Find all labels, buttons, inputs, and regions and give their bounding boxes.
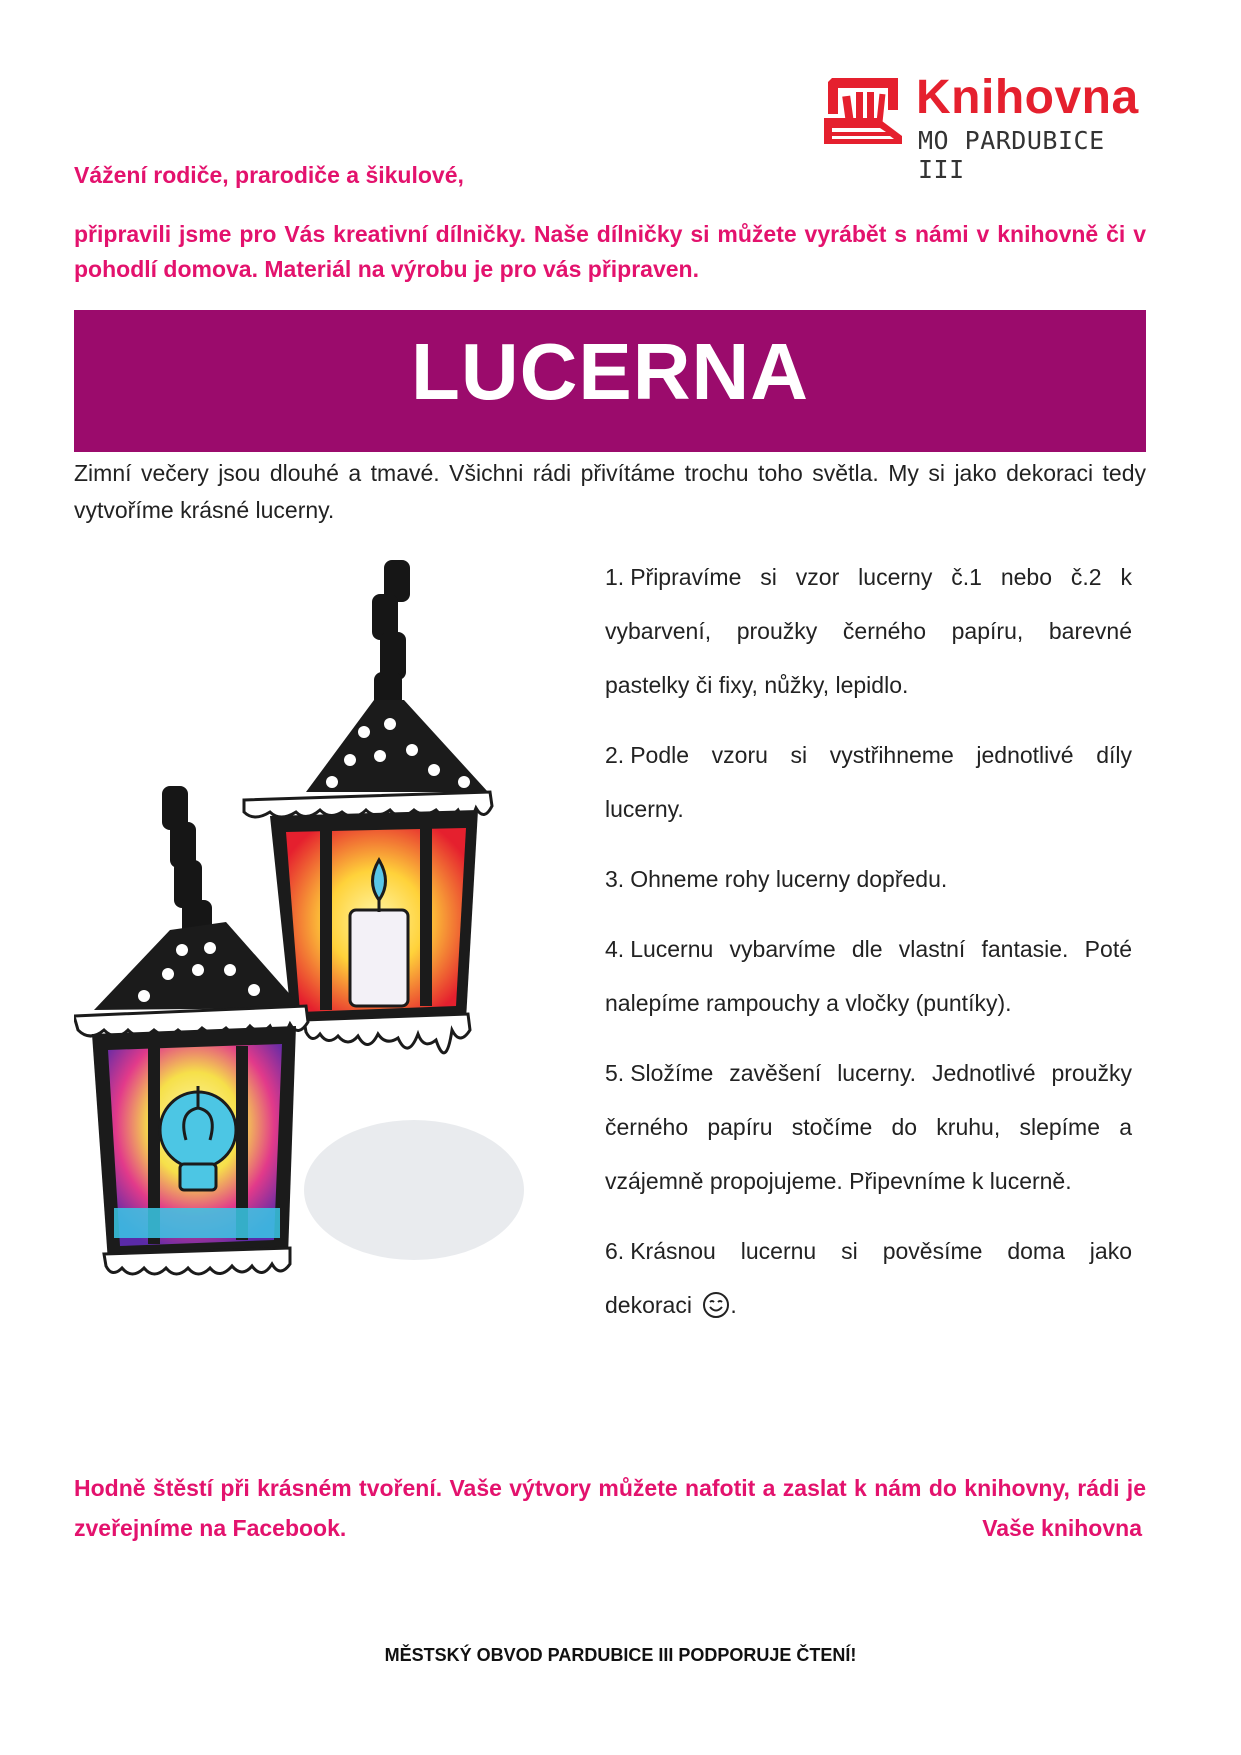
smiley-icon <box>702 1291 730 1319</box>
closing-text: Hodně štěstí při krásném tvoření. Vaše výtvory můžete nafotit a zaslat k nám do knihovny, rádi je zveřejníme na Facebook. <box>74 1475 1146 1541</box>
paper-lanterns-illustration <box>74 560 574 1370</box>
step-4: 4. Lucernu vybarvíme dle vlastní fantasie. Poté nalepíme rampouchy a vločky (puntíky). <box>605 936 1132 1016</box>
description-paragraph: Zimní večery jsou dlouhé a tmavé. Všichni rádi přivítáme trochu toho světla. My si jako dekoraci tedy vytvoříme krásné lucerny. <box>74 460 1146 523</box>
page-title: LUCERNA <box>410 327 810 416</box>
step-3: 3. Ohneme rohy lucerny dopředu. <box>605 866 948 892</box>
greeting: Vážení rodiče, prarodiče a šikulové, <box>74 162 464 188</box>
step-1: 1. Připravíme si vzor lucerny č.1 nebo č.2 k vybarvení, proužky černého papíru, barevné pastelky či fixy, nůžky, lepidlo. <box>605 564 1132 698</box>
library-logo <box>822 71 1139 184</box>
logo-subtitle: MO PARDUBICE III <box>918 126 1105 184</box>
step-6: 6. Krásnou lucernu si pověsíme doma jako dekoraci . <box>605 1238 1132 1318</box>
step-2: 2. Podle vzoru si vystřihneme jednotlivé díly lucerny. <box>605 742 1132 822</box>
logo-name: Knihovna <box>916 71 1139 124</box>
step-5: 5. Složíme zavěšení lucerny. Jednotlivé proužky černého papíru stočíme do kruhu, slepíme a vzájemně propojujeme. Připevníme k lucerně. <box>605 1060 1132 1194</box>
signature: Vaše knihovna <box>982 1515 1142 1541</box>
title-banner <box>74 310 1146 452</box>
footer-slogan: MĚSTSKÝ OBVOD PARDUBICE III PODPORUJE ČTENÍ! <box>384 1645 857 1665</box>
library-books-icon <box>822 74 904 156</box>
closing-section <box>74 1468 1146 1548</box>
intro-paragraph: připravili jsme pro Vás kreativní dílničky. Naše dílničky si můžete vyrábět s námi v knihovně či v pohodlí domova. Materiál na výrobu je pro vás připraven. <box>74 221 1146 282</box>
instruction-steps <box>605 550 1132 1348</box>
